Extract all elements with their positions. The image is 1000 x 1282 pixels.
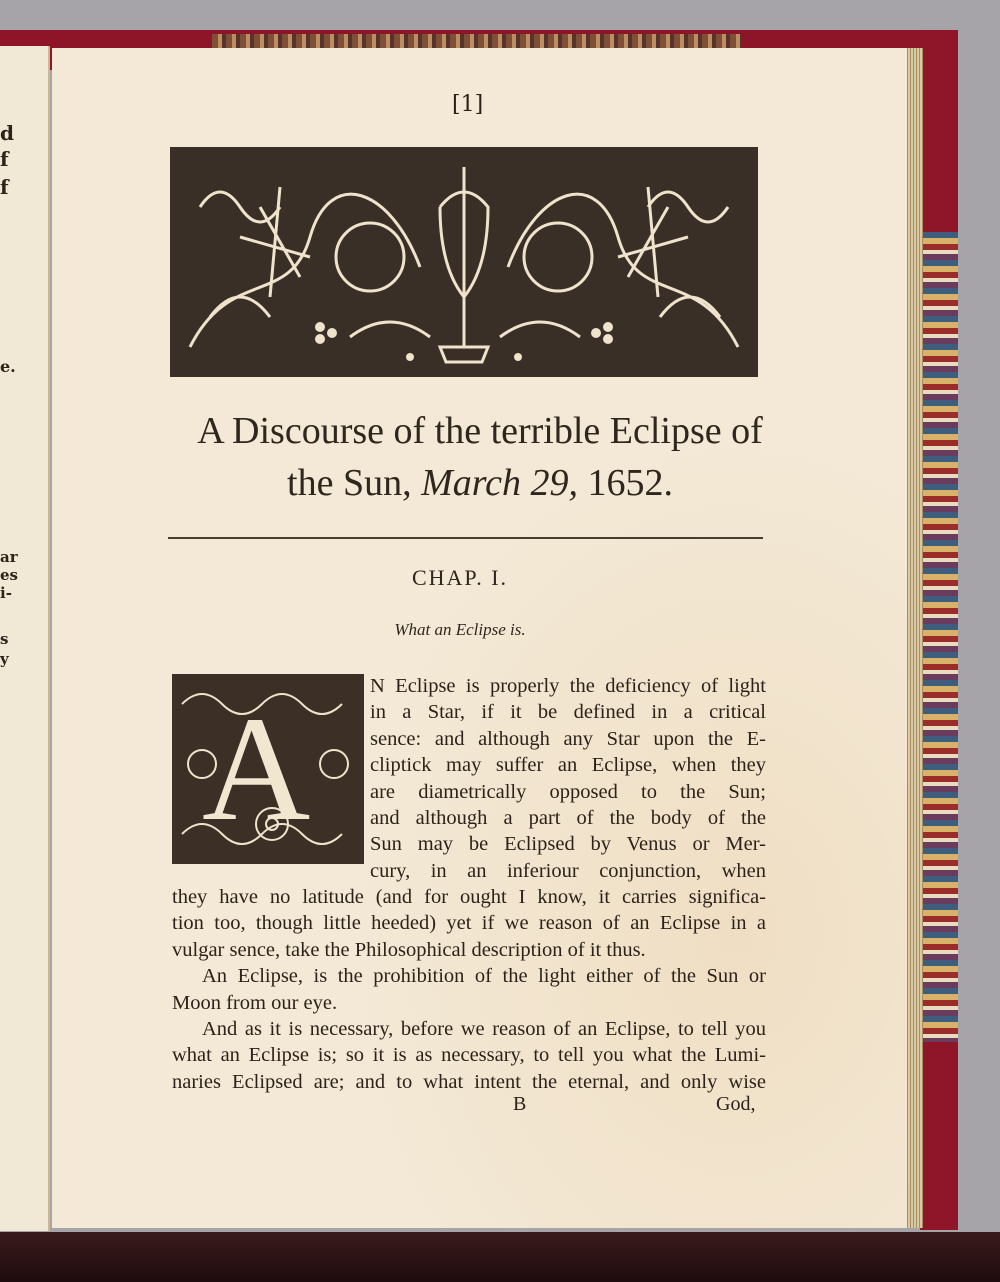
text-line: and although a part of the body of the [370,807,766,830]
title [165,405,795,509]
left-page [0,46,50,1231]
text-line: what an Eclipse is; so it is as necessary, to tell you what the Lumi- [172,1044,766,1067]
text-line: Sun may be Eclipsed by Venus or Mer- [370,833,766,856]
chapter-subheading: What an Eclipse is. [394,620,526,639]
title-date-italic: March 29, [421,462,578,504]
text-line: vulgar sence, take the Philosophical description of it thus. [172,938,646,961]
left-fragment: s [0,630,9,648]
text-line: Moon from our eye. [172,991,338,1014]
text-line: are diametrically opposed to the Sun; [370,780,766,803]
text-line: in a Star, if it be defined in a critical [370,701,766,724]
woodcut-headpiece [170,147,758,377]
text-line: N Eclipse is properly the deficiency of light [370,675,766,697]
text-line: they have no latitude (and for ought I know, it carries significa- [172,886,766,908]
page-number: [1] [452,92,484,117]
title-rule [168,537,763,539]
left-fragment: d [0,121,14,145]
left-fragment: f [0,147,9,171]
text-line: sence: and although any Star upon the E- [370,727,766,750]
paragraph-1-beside-cap [370,673,766,884]
headpiece-ornament-icon [170,147,758,377]
left-fragment: y [0,650,9,668]
signature-mark: B [513,1093,527,1115]
left-fragment: i- [0,584,12,602]
text-line: cury, in an inferiour conjunction, when [370,859,766,882]
left-fragment: e. [0,357,16,376]
title-year: 1652. [577,462,673,504]
title-line-1: A Discourse of the terrible Eclipse of [197,410,763,452]
title-roman: the Sun, [287,462,422,504]
marbled-endpaper [922,232,958,1042]
catchword: God, [716,1093,756,1115]
page-edges [905,48,923,1228]
drop-cap-letter: A [202,686,311,852]
text-line: cliptick may suffer an Eclipse, when they [370,754,766,777]
left-fragment: es [0,566,18,584]
left-fragment: f [0,175,9,199]
chapter-heading: CHAP. I. [411,565,509,590]
woodcut-drop-cap [172,674,364,864]
paragraph-1-continued [172,884,766,1095]
left-fragment: ar [0,548,18,566]
marbled-top-edge [212,34,742,48]
table-surface-shadow [0,1232,1000,1282]
title-line-2 [165,457,795,509]
text-line: An Eclipse, is the prohibition of the light either of the Sun or [202,965,766,988]
text-line: tion too, though little heeded) yet if we reason of an Eclipse in a [172,912,766,935]
text-line: And as it is necessary, before we reason of an Eclipse, to tell you [202,1018,766,1041]
text-line: naries Eclipsed are; and to what intent the eternal, and only wise [172,1070,766,1093]
